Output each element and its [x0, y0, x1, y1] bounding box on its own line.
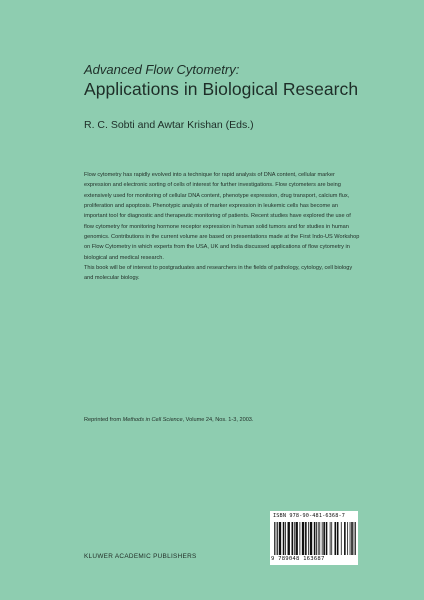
barcode-bar: [323, 522, 325, 555]
barcode-bar: [351, 522, 353, 555]
isbn-text: ISBN 978-90-481-6368-7: [273, 513, 346, 519]
description-paragraph: This book will be of interest to postgraduates and researchers in the fields of pathology, cytology, cell biology and molecular biology.: [84, 265, 353, 282]
barcode-panel: [270, 511, 358, 565]
barcode-bar: [316, 522, 317, 555]
barcode-bar: [318, 522, 319, 555]
publisher-name: KLUWER ACADEMIC PUBLISHERS: [84, 553, 197, 560]
barcode-bar: [277, 522, 278, 555]
editors: R. C. Sobti and Awtar Krishan (Eds.): [84, 119, 254, 131]
barcode-bar: [322, 522, 323, 555]
barcode-bar: [299, 522, 300, 555]
barcode-digits: 9 789048 163687: [271, 556, 325, 562]
barcode-bar: [288, 522, 290, 555]
barcode-bar: [294, 522, 295, 555]
barcode-bar: [310, 522, 312, 555]
barcode-bar: [326, 522, 328, 555]
barcode-bar: [344, 522, 346, 555]
reprint-suffix: , Volume 24, Nos. 1-3, 2003.: [182, 417, 254, 423]
barcode-bar: [330, 522, 331, 555]
journal-name: Methods in Cell Science: [122, 417, 183, 423]
description-paragraph: Flow cytometry has rapidly evolved into a technique for rapid analysis of DNA content, cellular marker expression and electronic sorting of cells of interest for further investigations. Flow cytometers are being extensively used for monitoring of cellular DNA content, phenotype expression, drug transport, calcium flux, proliferation and apoptosis. Phenotypic analysis of marker expression in leukemic cells has become an important tool for diagnostic and therapeutic monitoring of patients. Recent studies have explored the use of flow cytometry for monitoring hormone receptor expression in human solid tumors and for studies in human genomics. Contributions in the current volume are based on presentations made at the First Indo-US Workshop on Flow Cytometry in which experts from the USA, UK and India discussed applications of flow cytometry in biological and medical research.: [84, 172, 360, 261]
barcode-bar: [314, 522, 316, 555]
barcode-bar: [285, 522, 286, 555]
reprint-prefix: Reprinted from: [84, 417, 123, 423]
book-description: [84, 170, 362, 284]
book-title: Applications in Biological Research: [84, 79, 359, 99]
barcode-bar: [276, 522, 277, 555]
barcode-bar: [354, 522, 355, 555]
barcode-bar: [350, 522, 351, 555]
barcode-graphic: [274, 522, 356, 555]
series-title: Advanced Flow Cytometry:: [84, 62, 240, 77]
barcode-bar: [279, 522, 281, 555]
barcode-bar: [319, 522, 320, 555]
barcode-bar: [305, 522, 307, 555]
barcode-bar: [341, 522, 342, 555]
barcode-bar: [296, 522, 298, 555]
barcode-bar: [292, 522, 294, 555]
barcode-bar: [308, 522, 309, 555]
barcode-bar: [355, 522, 356, 555]
barcode-bar: [335, 522, 337, 555]
barcode-bar: [331, 522, 332, 555]
barcode-bar: [337, 522, 339, 555]
barcode-bar: [347, 522, 348, 555]
reprint-note: [84, 417, 253, 423]
barcode-bar: [283, 522, 285, 555]
barcode-bar: [302, 522, 304, 555]
barcode-bar: [274, 522, 275, 555]
